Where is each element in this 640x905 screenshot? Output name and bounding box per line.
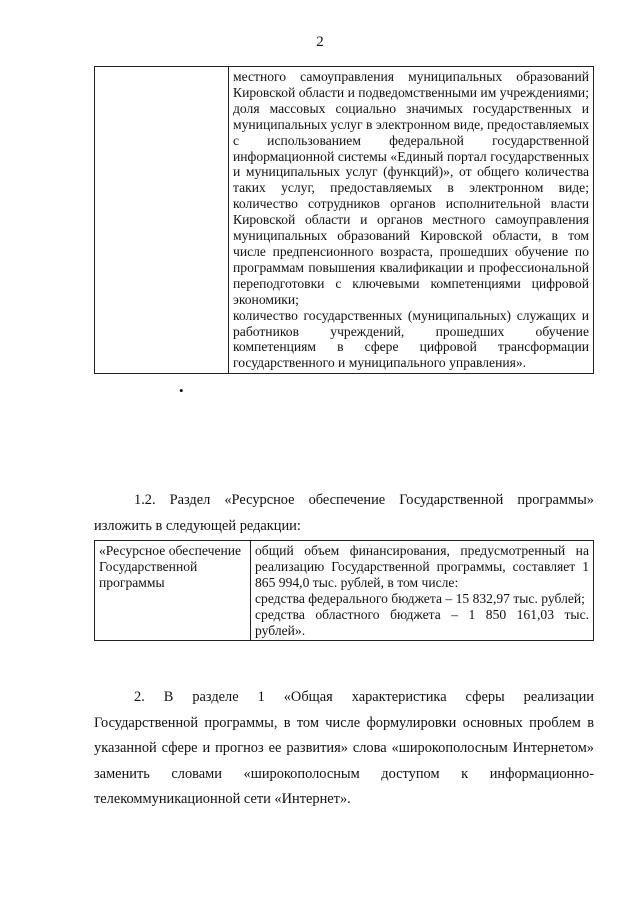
page-number: 2 bbox=[316, 34, 324, 50]
resource-paragraph: средства областного бюджета – 1 850 161,03 тыс. рублей». bbox=[255, 606, 589, 638]
section-1-2-paragraph: 1.2. Раздел «Ресурсное обеспечение Государственной программы» изложить в следующей редакции: bbox=[94, 492, 594, 534]
indicators-table-left-cell bbox=[95, 67, 229, 398]
indicators-table-right-cell bbox=[229, 67, 594, 374]
resource-table bbox=[94, 540, 594, 641]
indicator-paragraph: количество государственных (муниципальных) служащих и работников учреждений, прошедших обучение компетенциям в сфере цифровой трансформации государственного и муниципального управления». bbox=[233, 307, 589, 371]
resource-table-label-cell: «Ресурсное обеспечение Государственной программы bbox=[95, 541, 251, 641]
section-2-paragraph: 2. В разделе 1 «Общая характеристика сферы реализации Государственной программы, в том числе формулировки основных проблем в указанной сфере и прогноз ее развития» слова «широкополосным Интернетом» заменить словами «широкополосным доступом к информационно-телекоммуникационной сети «Интернет». bbox=[94, 689, 594, 807]
stray-mark: • bbox=[179, 383, 184, 398]
indicator-paragraph: доля массовых социально значимых государственных и муниципальных услуг в электронном виде, предоставляемых с использованием федеральной государственной информационной системы «Единый портал государственных и муниципальных услуг (функций)», от общего количества таких услуг, предоставляемых в электронном виде; bbox=[233, 100, 589, 196]
indicator-paragraph: количество сотрудников органов исполнительной власти Кировской области и органов местного самоуправления муниципальных образований Кировской области, в том числе предпенсионного возраста, прошедших обучение по программам повышения квалификации и профессиональной переподготовки с ключевыми компетенциями цифровой экономики; bbox=[233, 196, 589, 307]
resource-paragraph: средства федерального бюджета – 15 832,97 тыс. рублей; bbox=[255, 590, 585, 606]
indicators-table-continuation bbox=[94, 66, 594, 398]
indicator-paragraph: местного самоуправления муниципальных образований Кировской области и подведомственными им учреждениями; bbox=[233, 69, 589, 100]
resource-paragraph: общий объем финансирования, предусмотренный на реализацию Государственной программы, составляет 1 865 994,0 тыс. рублей, в том числе: bbox=[255, 543, 589, 590]
resource-table-value-cell bbox=[251, 541, 594, 641]
